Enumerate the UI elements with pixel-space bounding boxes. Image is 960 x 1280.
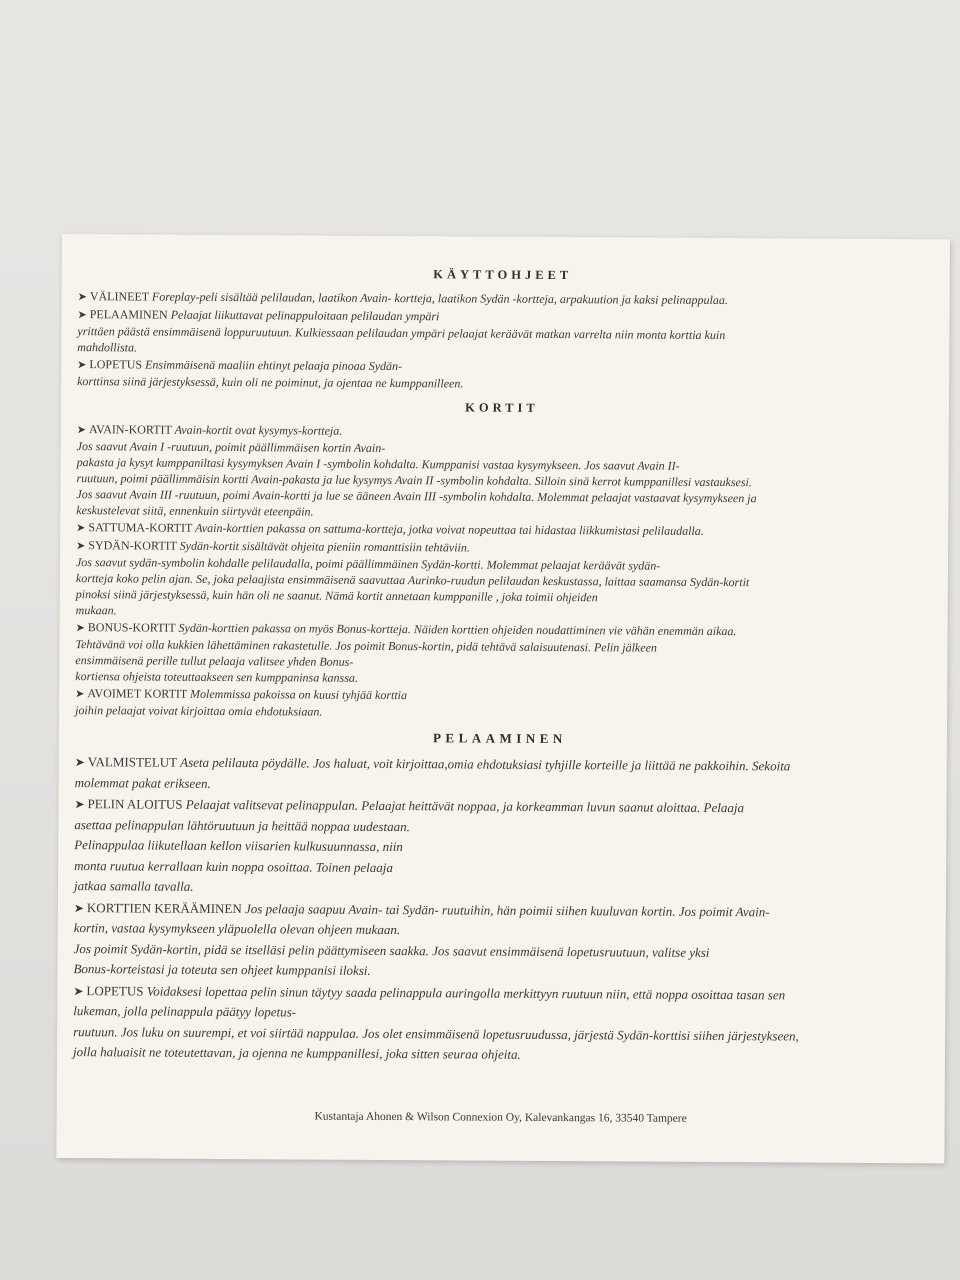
item-text: pinoksi siinä järjestyksessä, kuin hän oli ne saanut. Nämä kortit annetaan kumppanille , joka toimii ohjeiden xyxy=(75,587,598,605)
item-text: Tehtävänä voi olla kukkien lähettäminen rakastetulle. Jos poimit Bonus-kortin, pidä tehtävä salaisuutenasi. Pelin jälkeen xyxy=(75,637,657,655)
arrow-bullet-icon: ➤ xyxy=(73,983,84,998)
item-text: Jos pelaaja saapuu Avain- tai Sydän- ruutuihin, hän poimii siihen kuuluvan kortin. Jos poimit Avain- xyxy=(244,900,770,919)
arrow-bullet-icon: ➤ xyxy=(77,309,87,322)
instruction-item xyxy=(76,537,926,623)
arrow-bullet-icon: ➤ xyxy=(74,797,85,812)
page-title: KÄYTTOHJEET xyxy=(433,267,573,283)
item-text: Avain-korttien pakassa on sattuma-kortteja, jotka voivat nopeuttaa tai hidastaa liikkumistasi pelilaudalla. xyxy=(195,520,704,538)
item-text: kortin, vastaa kysymykseen yläpuolella olevan ohjeen mukaan. xyxy=(73,920,401,938)
instruction-item xyxy=(75,685,925,723)
item-text: Pelinappulaa liikutellaan kellon viisarien kulkusuunnassa, niin xyxy=(74,837,403,855)
item-text: Aseta pelilauta pöydälle. Jos haluat, voit kirjoittaa,omia ehdotuksiasi tyhjille korteille ja liittää ne pakkoihin. Sekoita xyxy=(180,754,791,774)
section-title-kortit: KORTIT xyxy=(465,400,539,415)
item-text: monta ruutua kerrallaan kuin noppa osoittaa. Toinen pelaaja xyxy=(74,857,393,875)
item-text: Pelaajat valitsevat pelinappulan. Pelaajat heittävät noppaa, ja korkeamman luvun saanut aloittaa. Pelaaja xyxy=(185,796,745,816)
arrow-bullet-icon: ➤ xyxy=(73,900,84,915)
arrow-bullet-icon: ➤ xyxy=(77,359,87,372)
item-heading: PELAAMINEN xyxy=(89,307,171,322)
instruction-item xyxy=(77,356,927,394)
arrow-bullet-icon: ➤ xyxy=(77,291,87,304)
item-heading: BONUS-KORTIT xyxy=(87,620,179,635)
item-heading: AVOIMET KORTIT xyxy=(87,686,191,701)
item-text: Foreplay-peli sisältää pelilaudan, laatikon Avain- kortteja, laatikon Sydän -kortteja, arpakuution ja kaksi pelinappulaa. xyxy=(151,289,728,308)
arrow-bullet-icon: ➤ xyxy=(74,755,85,770)
item-text: joihin pelaajat voivat kirjoittaa omia ehdotuksiaan. xyxy=(75,703,323,719)
instruction-item xyxy=(73,981,923,1068)
item-text: mukaan. xyxy=(75,603,117,618)
item-heading: VÄLINEET xyxy=(89,289,152,304)
item-text: jatkaa samalla tavalla. xyxy=(73,878,194,894)
item-text: asettaa pelinappulan lähtöruutuun ja heittää noppaa uudestaan. xyxy=(74,816,410,834)
section-valineet xyxy=(77,288,928,394)
item-heading: LOPETUS xyxy=(89,357,146,372)
instruction-item xyxy=(75,619,925,689)
item-text: jolla haluaisit ne toteutettavan, ja ojenna ne kumppanillesi, joka sitten seuraa ohjeita. xyxy=(72,1044,521,1062)
arrow-bullet-icon: ➤ xyxy=(76,540,86,553)
instruction-item xyxy=(75,752,925,798)
instruction-item xyxy=(76,421,927,523)
item-text: Jos poimit Sydän-kortin, pidä se itselläsi pelin päättymiseen saakka. Jos saavut ensimmäisenä lopetusruutuun, valitse yksi xyxy=(73,940,710,960)
item-text: Pelaajat liikuttavat pelinappuloitaan pelilaudan ympäri xyxy=(170,307,440,324)
instruction-item xyxy=(73,898,923,985)
item-text: Jos saavut Avain III -ruutuun, poimi Avain-kortti ja lue se ääneen Avain III -symbolin kohdalta. Molemmat pelaajat vastaavat kysymykseen ja xyxy=(76,487,757,506)
item-heading: LOPETUS xyxy=(86,982,147,999)
instruction-sheet xyxy=(56,234,950,1163)
arrow-bullet-icon: ➤ xyxy=(75,688,85,701)
item-text: yrittäen päästä ensimmäisenä loppuruutuun. Kulkiessaan pelilaudan ympäri pelaajat keräävät matkan varrelta niin monta korttia kuin xyxy=(77,324,726,343)
arrow-bullet-icon: ➤ xyxy=(76,522,86,535)
item-text: ruutuun. Jos luku on suurempi, et voi siirtää nappulaa. Jos olet ensimmäisenä lopetusruudussa, järjestä Sydän-korttisi siihen järjestykseen, xyxy=(73,1023,799,1044)
item-text: ruutuun, poimi päällimmäisin kortti Avain-pakasta ja lue kysymys Avain II -symbolin kohdalta. Silloin sinä kerrot kumppanillesi vastauksesi. xyxy=(76,471,752,490)
item-text: ensimmäisenä perille tullut pelaaja valitsee yhden Bonus- xyxy=(75,653,354,669)
item-text: Bonus-korteistasi ja toteuta sen ohjeet kumppanisi iloksi. xyxy=(73,961,371,978)
item-text: Sydän-korttien pakassa on myös Bonus-kortteja. Näiden korttien ohjeiden noudattiminen vie vähän enemmän aikaa. xyxy=(178,620,737,639)
item-text: keskustelevat siitä, ennenkuin siirtyvät eteenpäin. xyxy=(76,503,314,519)
instruction-item xyxy=(74,794,925,902)
section-kortit xyxy=(75,421,927,723)
item-text: Jos saavut Avain I -ruutuun, poimit päällimmäisen kortin Avain- xyxy=(76,439,386,455)
item-text: Sydän-kortit sisältävät ohjeita pieniin romanttisiin tehtäviin. xyxy=(179,538,470,555)
arrow-bullet-icon: ➤ xyxy=(76,424,87,437)
item-heading: VALMISTELUT xyxy=(87,754,181,770)
item-text: Ensimmäisenä maaliin ehtinyt pelaaja pinoaa Sydän- xyxy=(145,357,403,374)
item-text: Molemmissa pakoissa on kuusi tyhjää korttia xyxy=(189,686,408,703)
item-text: pakasta ja kysyt kumppaniltasi kysymyksen Avain I -symbolin kohdalta. Kumppanisi vastaa kysymykseen. Jos saavut Avain II- xyxy=(76,455,680,473)
item-text: lukeman, jolla pelinappula päätyy lopetus- xyxy=(73,1003,297,1020)
item-text: kortteja koko pelin ajan. Se, joka pelaajista ensimmäisenä saavuttaa Aurinko-ruudun pelilaudan keskustassa, laittaa saamansa Sydän-kortit xyxy=(75,571,750,590)
item-text: kortiensa ohjeista toteuttaakseen sen kumppaninsa kanssa. xyxy=(75,669,358,685)
instruction-item xyxy=(77,306,927,360)
item-text: molemmat pakat erikseen. xyxy=(74,774,211,791)
arrow-bullet-icon: ➤ xyxy=(75,622,85,635)
section-title-pelaaminen: PELAAMINEN xyxy=(432,730,567,747)
sheet-content xyxy=(73,264,928,1069)
item-heading: SYDÄN-KORTIT xyxy=(88,538,180,553)
publisher-footer: Kustantaja Ahonen & Wilson Connexion Oy, Kalevankangas 16, 33540 Tampere xyxy=(314,1110,687,1125)
item-heading: SATTUMA-KORTIT xyxy=(88,520,196,535)
item-text: Voidaksesi lopettaa pelin sinun täytyy saada pelinappula auringolla merkittyyn ruutuun niin, että noppa osoittaa tasan sen xyxy=(146,983,786,1002)
item-text: mahdollista. xyxy=(77,340,138,355)
item-text: Jos saavut sydän-symbolin kohdalle pelilaudalla, poimi päällimmäinen Sydän-kortti. Molemmat pelaajat keräävät sydän- xyxy=(75,555,661,573)
item-text: Avain-kortit ovat kysymys-kortteja. xyxy=(174,422,343,438)
item-heading: KORTTIEN KERÄÄMINEN xyxy=(86,899,246,916)
item-text: korttinsa siinä järjestyksessä, kuin oli ne poiminut, ja ojentaa ne kumppanilleen. xyxy=(77,374,464,391)
item-heading: PELIN ALOITUS xyxy=(87,796,186,812)
item-heading: AVAIN-KORTIT xyxy=(88,422,175,437)
section-pelaaminen xyxy=(73,752,925,1068)
